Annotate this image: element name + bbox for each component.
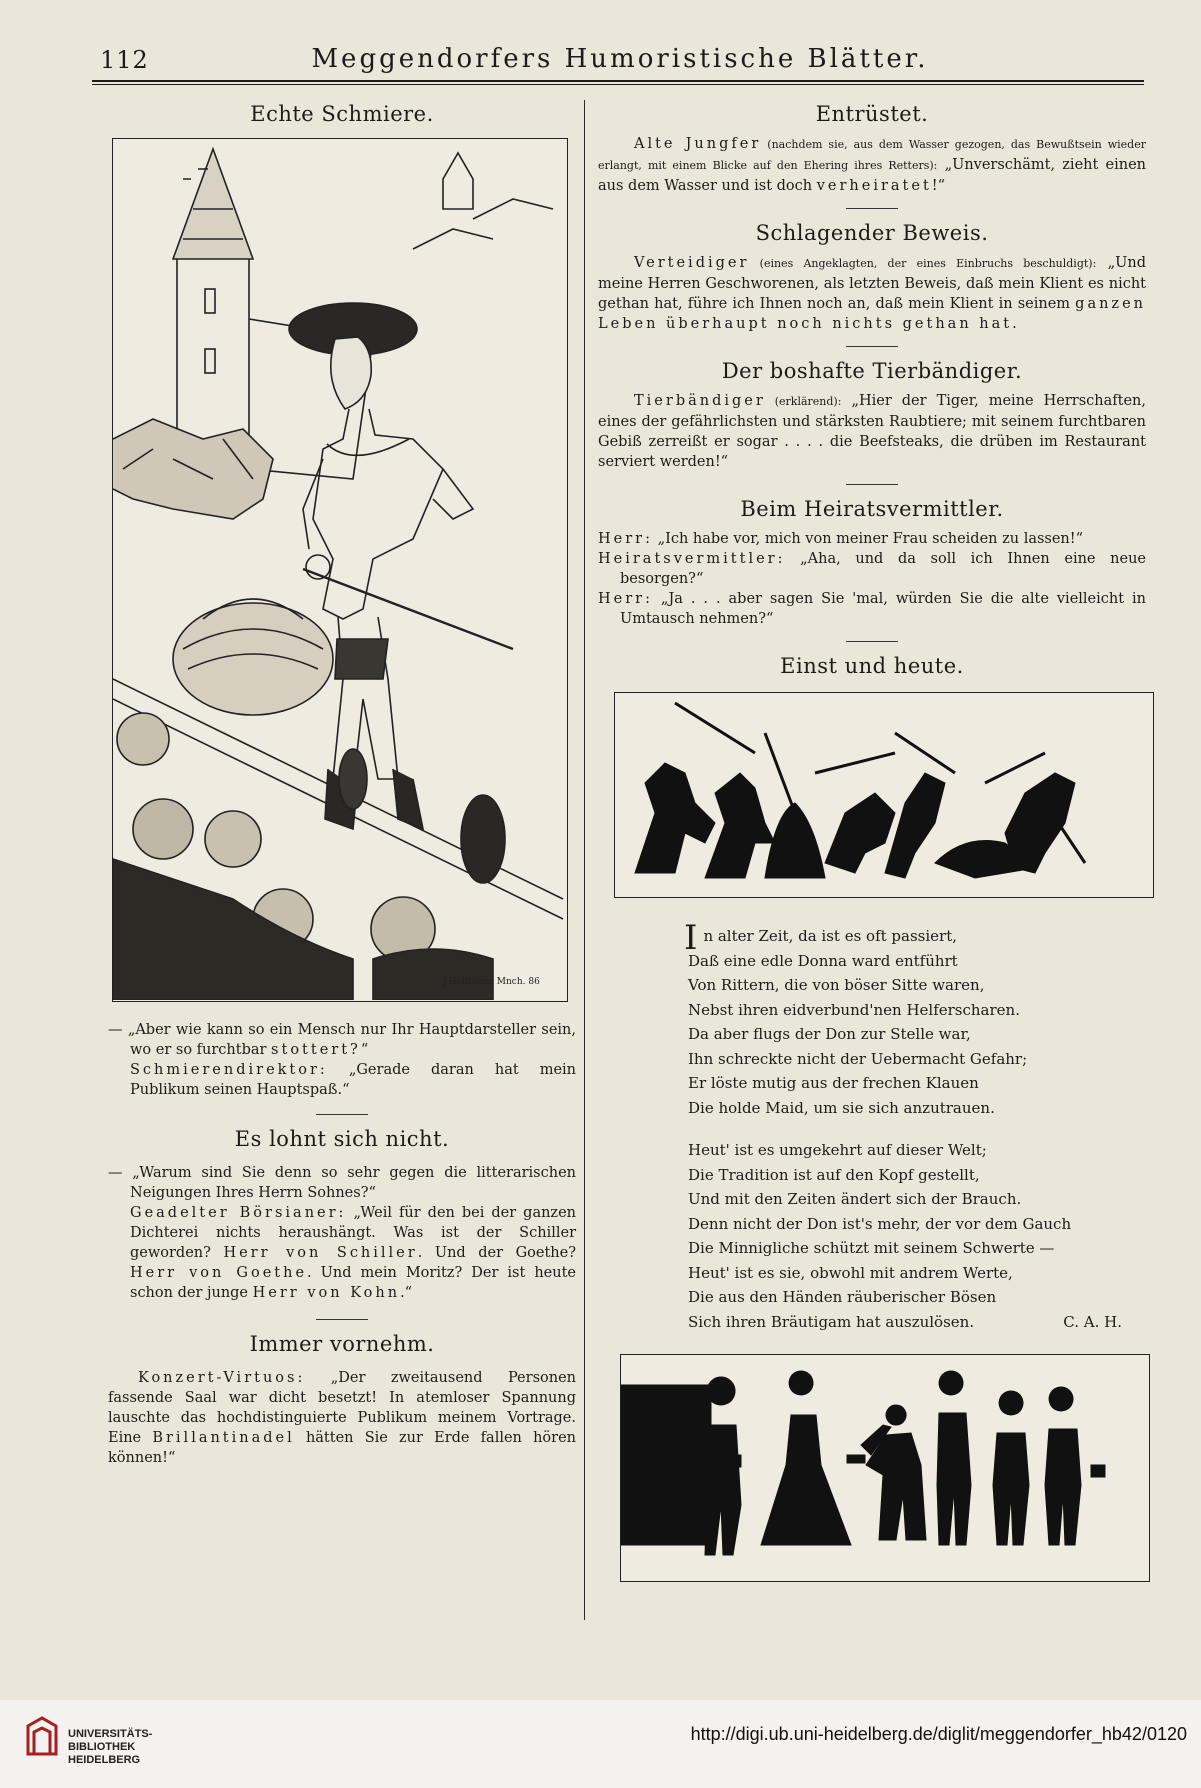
story-schlagender-beweis: Verteidiger (eines Angeklagten, der eines Einbruchs beschuldigt): „Und meine Herren Geschworenen, als letzten Beweis, daß mein Klient es nicht gethan hat, führe ich Ihnen noch an, daß mein Klient in seinem ganzen Leben überhaupt noch nichts gethan hat. xyxy=(598,255,1146,332)
library-name: UNIVERSITÄTS- BIBLIOTHEK HEIDELBERG xyxy=(68,1728,153,1766)
separator xyxy=(846,484,898,485)
header-rule xyxy=(92,80,1144,82)
title-entruestet: Entrüstet. xyxy=(815,102,929,126)
poem-einst-und-heute xyxy=(598,918,1146,1334)
library-footer xyxy=(0,1700,1201,1788)
illustration-silhouette-modern xyxy=(620,1354,1150,1582)
title-heiratsvermittler: Beim Heiratsvermittler. xyxy=(740,497,1004,521)
separator xyxy=(846,641,898,642)
poem-dropcap: I xyxy=(684,918,698,958)
story-heiratsvermittler: Herr: „Ich habe vor, mich von meiner Frau scheiden zu lassen!“ Heiratsvermittler: „Aha, und da soll ich Ihnen eine neue besorgen?“ Herr: „Ja . . . aber sagen Sie 'mal, würden Sie die alte vielleicht in Umtausch nehmen?“ xyxy=(598,531,1146,627)
title-es-lohnt-sich-nicht: Es lohnt sich nicht. xyxy=(234,1127,450,1151)
caption-echte-schmiere: — „Aber wie kann so ein Mensch nur Ihr Hauptdarsteller sein, wo er so furchtbar stottert?“ Schmierendirektor: „Gerade daran hat mein Publikum seinen Hauptspaß.“ xyxy=(108,1022,576,1098)
story-boshafte-tierbaendiger: Tierbändiger (erklärend): „Hier der Tiger, meine Herrschaften, eines der gefährlichsten und stärksten Raubtiere; mit seinem furchtbaren Gebiß zerreißt er sogar . . . . die Beefsteaks, die drüben im Restaurant serviert werden!“ xyxy=(598,393,1146,470)
separator xyxy=(316,1319,368,1320)
knights-abduction-silhouette xyxy=(615,693,1152,896)
page-header xyxy=(100,42,1140,78)
journal-title: Meggendorfers Humoristische Blätter. xyxy=(311,44,929,74)
poem-stanza-1: I n alter Zeit, da ist es oft passiert, Daß eine edle Donna ward entführt Von Rittern, die von böser Sitte waren, Nebst ihren eidverbund'nen Helferscharen. Da aber flugs der Don zur Stelle war, Ihn schreckte nicht der Uebermacht Gefahr; Er löste mutig aus der frechen Klauen Die holde Maid, um sie sich anzutrauen. xyxy=(684,918,1028,1117)
title-schlagender-beweis: Schlagender Beweis. xyxy=(755,221,989,245)
actor-on-stage-drawing xyxy=(113,139,566,1000)
story-entruestet: Alte Jungfer (nachdem sie, aus dem Wasser gezogen, das Bewußtsein wieder erlangt, mit einem Blicke auf den Ehering ihres Retters): „Unverschämt, zieht einen aus dem Wasser und ist doch verheiratet!“ xyxy=(598,136,1146,194)
right-column xyxy=(598,96,1146,1582)
poem-stanza-2: Heut' ist es umgekehrt auf dieser Welt; Die Tradition ist auf den Kopf gestellt, Und mit den Zeiten ändert sich der Brauch. Denn nicht der Don ist's mehr, der vor dem Gauch Die Minnigliche schützt mit seinem Schwerte — Heut' ist es sie, obwohl mit andrem Werte, Die aus den Händen räuberischer Bösen Sich ihren Bräutigam hat auszulösen. C. A. H. xyxy=(598,1138,1146,1334)
separator xyxy=(846,346,898,347)
separator xyxy=(316,1114,368,1115)
story-immer-vornehm: Konzert-Virtuos: „Der zweitausend Personen fassende Saal war dicht besetzt! In atemloser Spannung lauschte das hochdistinguierte Publikum meinem Vortrage. Eine Brillantinadel hätten Sie zur Erde fallen hören können!“ xyxy=(108,1370,576,1466)
title-echte-schmiere: Echte Schmiere. xyxy=(250,102,434,126)
left-column xyxy=(108,96,576,1468)
library-logo-icon xyxy=(24,1714,60,1758)
illustration-silhouette-knights xyxy=(614,692,1154,898)
illustration-theater-actor xyxy=(112,138,568,1002)
illustration-signature: J.Hoffmann Mnch. 86 xyxy=(443,977,540,987)
column-divider xyxy=(584,100,585,1620)
page-number: 112 xyxy=(100,46,149,74)
story-es-lohnt-sich-nicht: — „Warum sind Sie denn so sehr gegen die litterarischen Neigungen Ihres Herrn Sohnes?“ Geadelter Börsianer: „Weil für den bei der ganzen Dichterei nichts heraushängt. Was ist der Schiller geworden? Herr von Schiller. Und der Goethe? Herr von Goethe. Und mein Moritz? Der ist heute schon der junge Herr von Kohn.“ xyxy=(108,1165,576,1301)
header-rule-thin xyxy=(92,84,1144,85)
title-boshafte-tierbaendiger: Der boshafte Tierbändiger. xyxy=(721,359,1023,383)
modern-scene-silhouette xyxy=(621,1355,1148,1580)
title-immer-vornehm: Immer vornehm. xyxy=(249,1332,435,1356)
separator xyxy=(846,208,898,209)
source-url-link[interactable]: http://digi.ub.uni-heidelberg.de/diglit/meggendorfer_hb42/0120 xyxy=(690,1724,1187,1744)
title-einst-und-heute: Einst und heute. xyxy=(780,654,964,678)
poem-signature: C. A. H. xyxy=(1063,1312,1122,1331)
